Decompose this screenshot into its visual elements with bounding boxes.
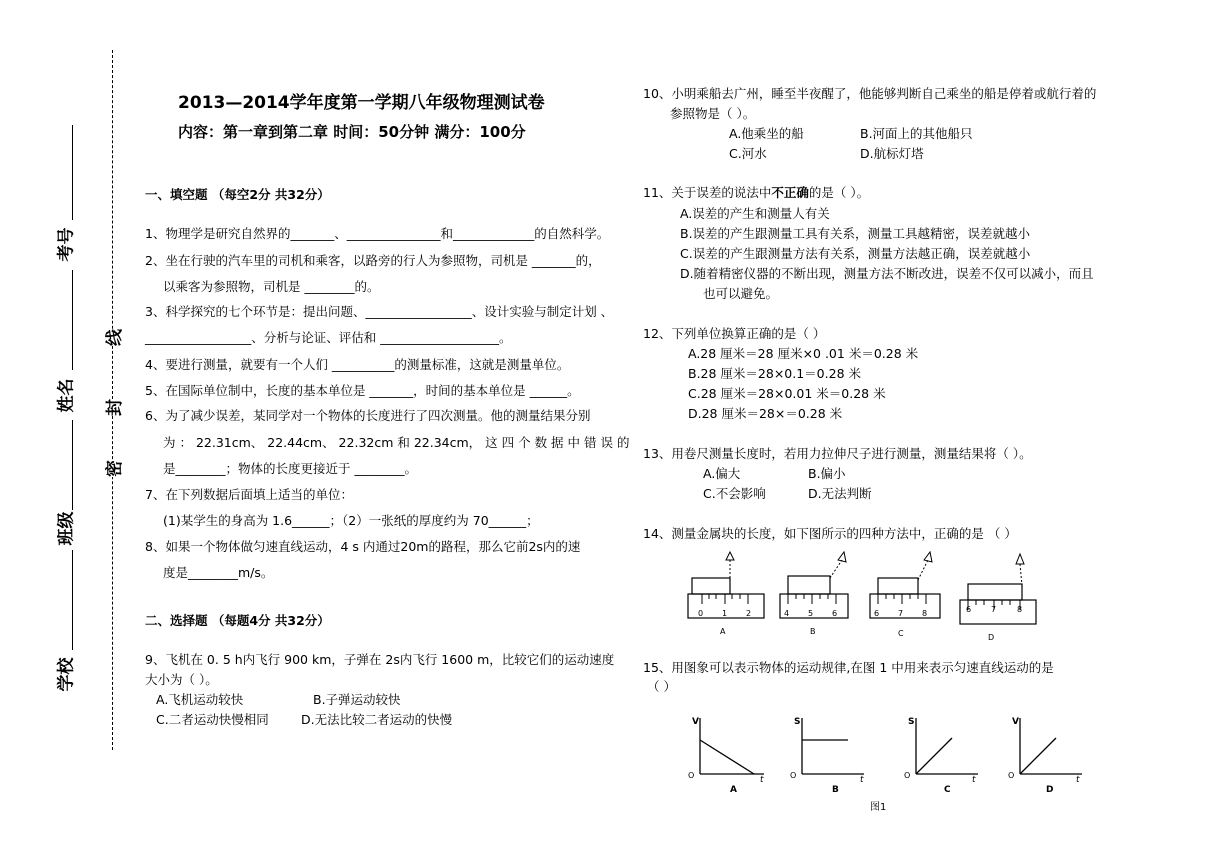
q13-option-c: C.不会影响 [703,486,766,501]
q14-ruler-d [960,554,1036,642]
q15-stem1: 15、用图象可以表示物体的运动规律,在图 1 中用来表示匀速直线运动的是 [643,660,1054,675]
label-xuexiao: 学校 [56,657,77,692]
q14-a-tick-0: 0 [698,609,704,618]
q12-option-b: B.28 厘米＝28×0.1＝0.28 米 [688,366,861,381]
q11-option-b: B.误差的产生跟测量工具有关系，测量工具越精密，误差就越小 [680,226,1031,241]
q2-line1: 2、坐在行驶的汽车里的司机和乘客，以路旁的行人为参照物，司机是 _______的， [145,253,601,268]
q15-b-axis-s: S [794,717,801,727]
q15-d-axis-t: t [1076,775,1080,785]
q15-label-a: A [730,785,737,795]
q14-stem: 14、测量金属块的长度，如下图所示的四种方法中，正确的是 （ ） [643,526,1017,541]
q14-figure [684,550,1054,645]
kaohao-blank [72,125,73,220]
q15-a-axis-v: V [692,717,699,727]
q14-c-tick-2: 8 [922,609,928,618]
q10-option-b: B.河面上的其他船只 [860,126,973,141]
q11-option-a: A.误差的产生和测量人有关 [680,206,830,221]
q14-d-tick-1: 7 [991,605,997,614]
q9-option-b: B.子弹运动较快 [313,692,401,707]
q2-line2: 以乘客为参照物，司机是 ________的。 [163,279,380,294]
q14-label-b: B [810,627,816,636]
q15-graph-a [688,717,764,795]
xuexiao-blank [72,550,73,650]
q4-line: 4、要进行测量，就要有一个人们 __________的测量标准，这就是测量单位。 [145,357,570,372]
q15-d-origin: O [1008,771,1015,780]
q7-line2: (1)某学生的身高为 1.6______；（2）一张纸的厚度约为 70______； [163,513,539,528]
q15-label-d: D [1046,785,1054,795]
q15-caption: 图1 [870,802,887,813]
q5-line: 5、在国际单位制中，长度的基本单位是 _______，时间的基本单位是 ______。 [145,383,580,398]
q9-option-a: A.飞机运动较快 [156,692,244,707]
q14-ruler-a [688,552,764,636]
q14-ruler-b [780,552,848,636]
q15-figure [684,710,1104,820]
q9-option-c: C.二者运动快慢相同 [156,712,269,727]
q14-b-tick-0: 4 [784,609,790,618]
q15-stem2: （ ） [647,679,676,694]
q15-graph-c [904,717,978,795]
q13-option-a: A.偏大 [703,466,741,481]
q7-line1: 7、在下列数据后面填上适当的单位： [145,487,353,502]
q14-ruler-c [870,552,940,638]
label-kaohao: 考号 [56,227,77,262]
q11-option-d: D.随着精密仪器的不断出现，测量方法不断改进，误差不仅可以减小，而且 [680,266,1094,281]
q11-stem-pre: 11、关于误差的说法中 [643,185,772,200]
q10-option-d: D.航标灯塔 [860,146,924,161]
banji-blank [72,420,73,510]
q11-stem [643,183,869,201]
q14-d-tick-0: 6 [966,605,972,614]
q9-stem2: 大小为（ ）。 [145,672,218,687]
q10-stem2: 参照物是（ ）。 [670,106,756,121]
q15-graph-b [790,717,864,795]
q6-line1: 6、为了减少误差，某同学对一个物体的长度进行了四次测量。他的测量结果分别 [145,408,591,423]
q15-c-axis-t: t [972,775,976,785]
binding-feng: 封 [97,399,128,416]
q14-label-c: C [898,629,904,638]
q8-line2: 度是________m/s。 [163,565,274,580]
q14-a-tick-1: 1 [722,609,728,618]
q12-option-c: C.28 厘米＝28×0.01 米＝0.28 米 [688,386,886,401]
q14-a-tick-2: 2 [746,609,752,618]
q15-a-axis-t: t [760,775,764,785]
q15-graph-d [1008,717,1082,795]
q8-line1: 8、如果一个物体做匀速直线运动，4 s 内通过20m的路程，那么它前2s内的速 [145,539,581,554]
q13-option-b: B.偏小 [808,466,846,481]
section2-heading: 二、选择题 （每题4分 共32分） [145,613,330,628]
q15-label-c: C [944,785,951,795]
q6-line3: 是________；物体的长度更接近于 ________。 [163,461,417,476]
page-title: 2013—2014学年度第一学期八年级物理测试卷 [178,93,545,113]
q12-option-d: D.28 厘米＝28×＝0.28 米 [688,406,843,421]
q10-stem1: 10、小明乘船去广州，睡至半夜醒了，他能够判断自己乘坐的船是停着或航行着的 [643,86,1097,101]
q15-d-axis-v: V [1012,717,1019,727]
q13-option-d: D.无法判断 [808,486,872,501]
q12-stem: 12、下列单位换算正确的是（ ） [643,326,826,341]
binding-mi: 密 [97,460,128,477]
q14-c-tick-0: 6 [874,609,880,618]
q15-b-axis-t: t [860,775,864,785]
q9-option-d: D.无法比较二者运动的快慢 [301,712,453,727]
q15-c-axis-s: S [908,717,915,727]
label-xingming: 姓名 [56,378,77,413]
q14-label-a: A [720,627,726,636]
label-banji: 班级 [56,511,77,546]
q14-b-tick-1: 5 [808,609,814,618]
q14-c-tick-1: 7 [898,609,904,618]
binding-xian: 线 [97,329,128,346]
q10-option-a: A.他乘坐的船 [729,126,804,141]
q12-option-a: A.28 厘米＝28 厘米×0 .01 米＝0.28 米 [688,346,919,361]
q6-line2: 为 ： 22.31cm、 22.44cm、 22.32cm 和 22.34cm， 这 四 个 数 据 中 错 误 的 [163,435,630,450]
q13-stem: 13、用卷尺测量长度时，若用力拉伸尺子进行测量，测量结果将（ ）。 [643,446,1032,461]
q15-b-origin: O [790,771,797,780]
q11-option-d2: 也可以避免。 [703,286,779,301]
q11-stem-bold: 不正确 [771,185,809,200]
q15-c-origin: O [904,771,911,780]
section1-heading: 一、填空题 （每空2分 共32分） [145,187,330,202]
q14-label-d: D [988,633,995,642]
q11-stem-post: 的是（ ）。 [808,185,870,200]
q10-option-c: C.河水 [729,146,767,161]
q9-stem1: 9、飞机在 0. 5 h内飞行 900 km，子弹在 2s内飞行 1600 m，比较它们的运动速度 [145,652,615,667]
page-subtitle: 内容：第一章到第二章 时间：50分钟 满分：100分 [178,123,526,141]
q11-option-c: C.误差的产生跟测量方法有关系，测量方法越正确，误差就越小 [680,246,1031,261]
q15-a-origin: O [688,771,695,780]
q14-b-tick-2: 6 [832,609,838,618]
xingming-blank [72,270,73,370]
q14-d-tick-2: 8 [1017,605,1023,614]
q15-label-b: B [832,785,839,795]
q1-line: 1、物理学是研究自然界的_______、_______________和_____________的自然科学。 [145,226,610,241]
q3-line1: 3、科学探究的七个环节是：提出问题、_________________、设计实验与制定计划 、 [145,304,614,319]
q3-line2: _________________、分析与论证、评估和 ___________________。 [145,330,512,345]
